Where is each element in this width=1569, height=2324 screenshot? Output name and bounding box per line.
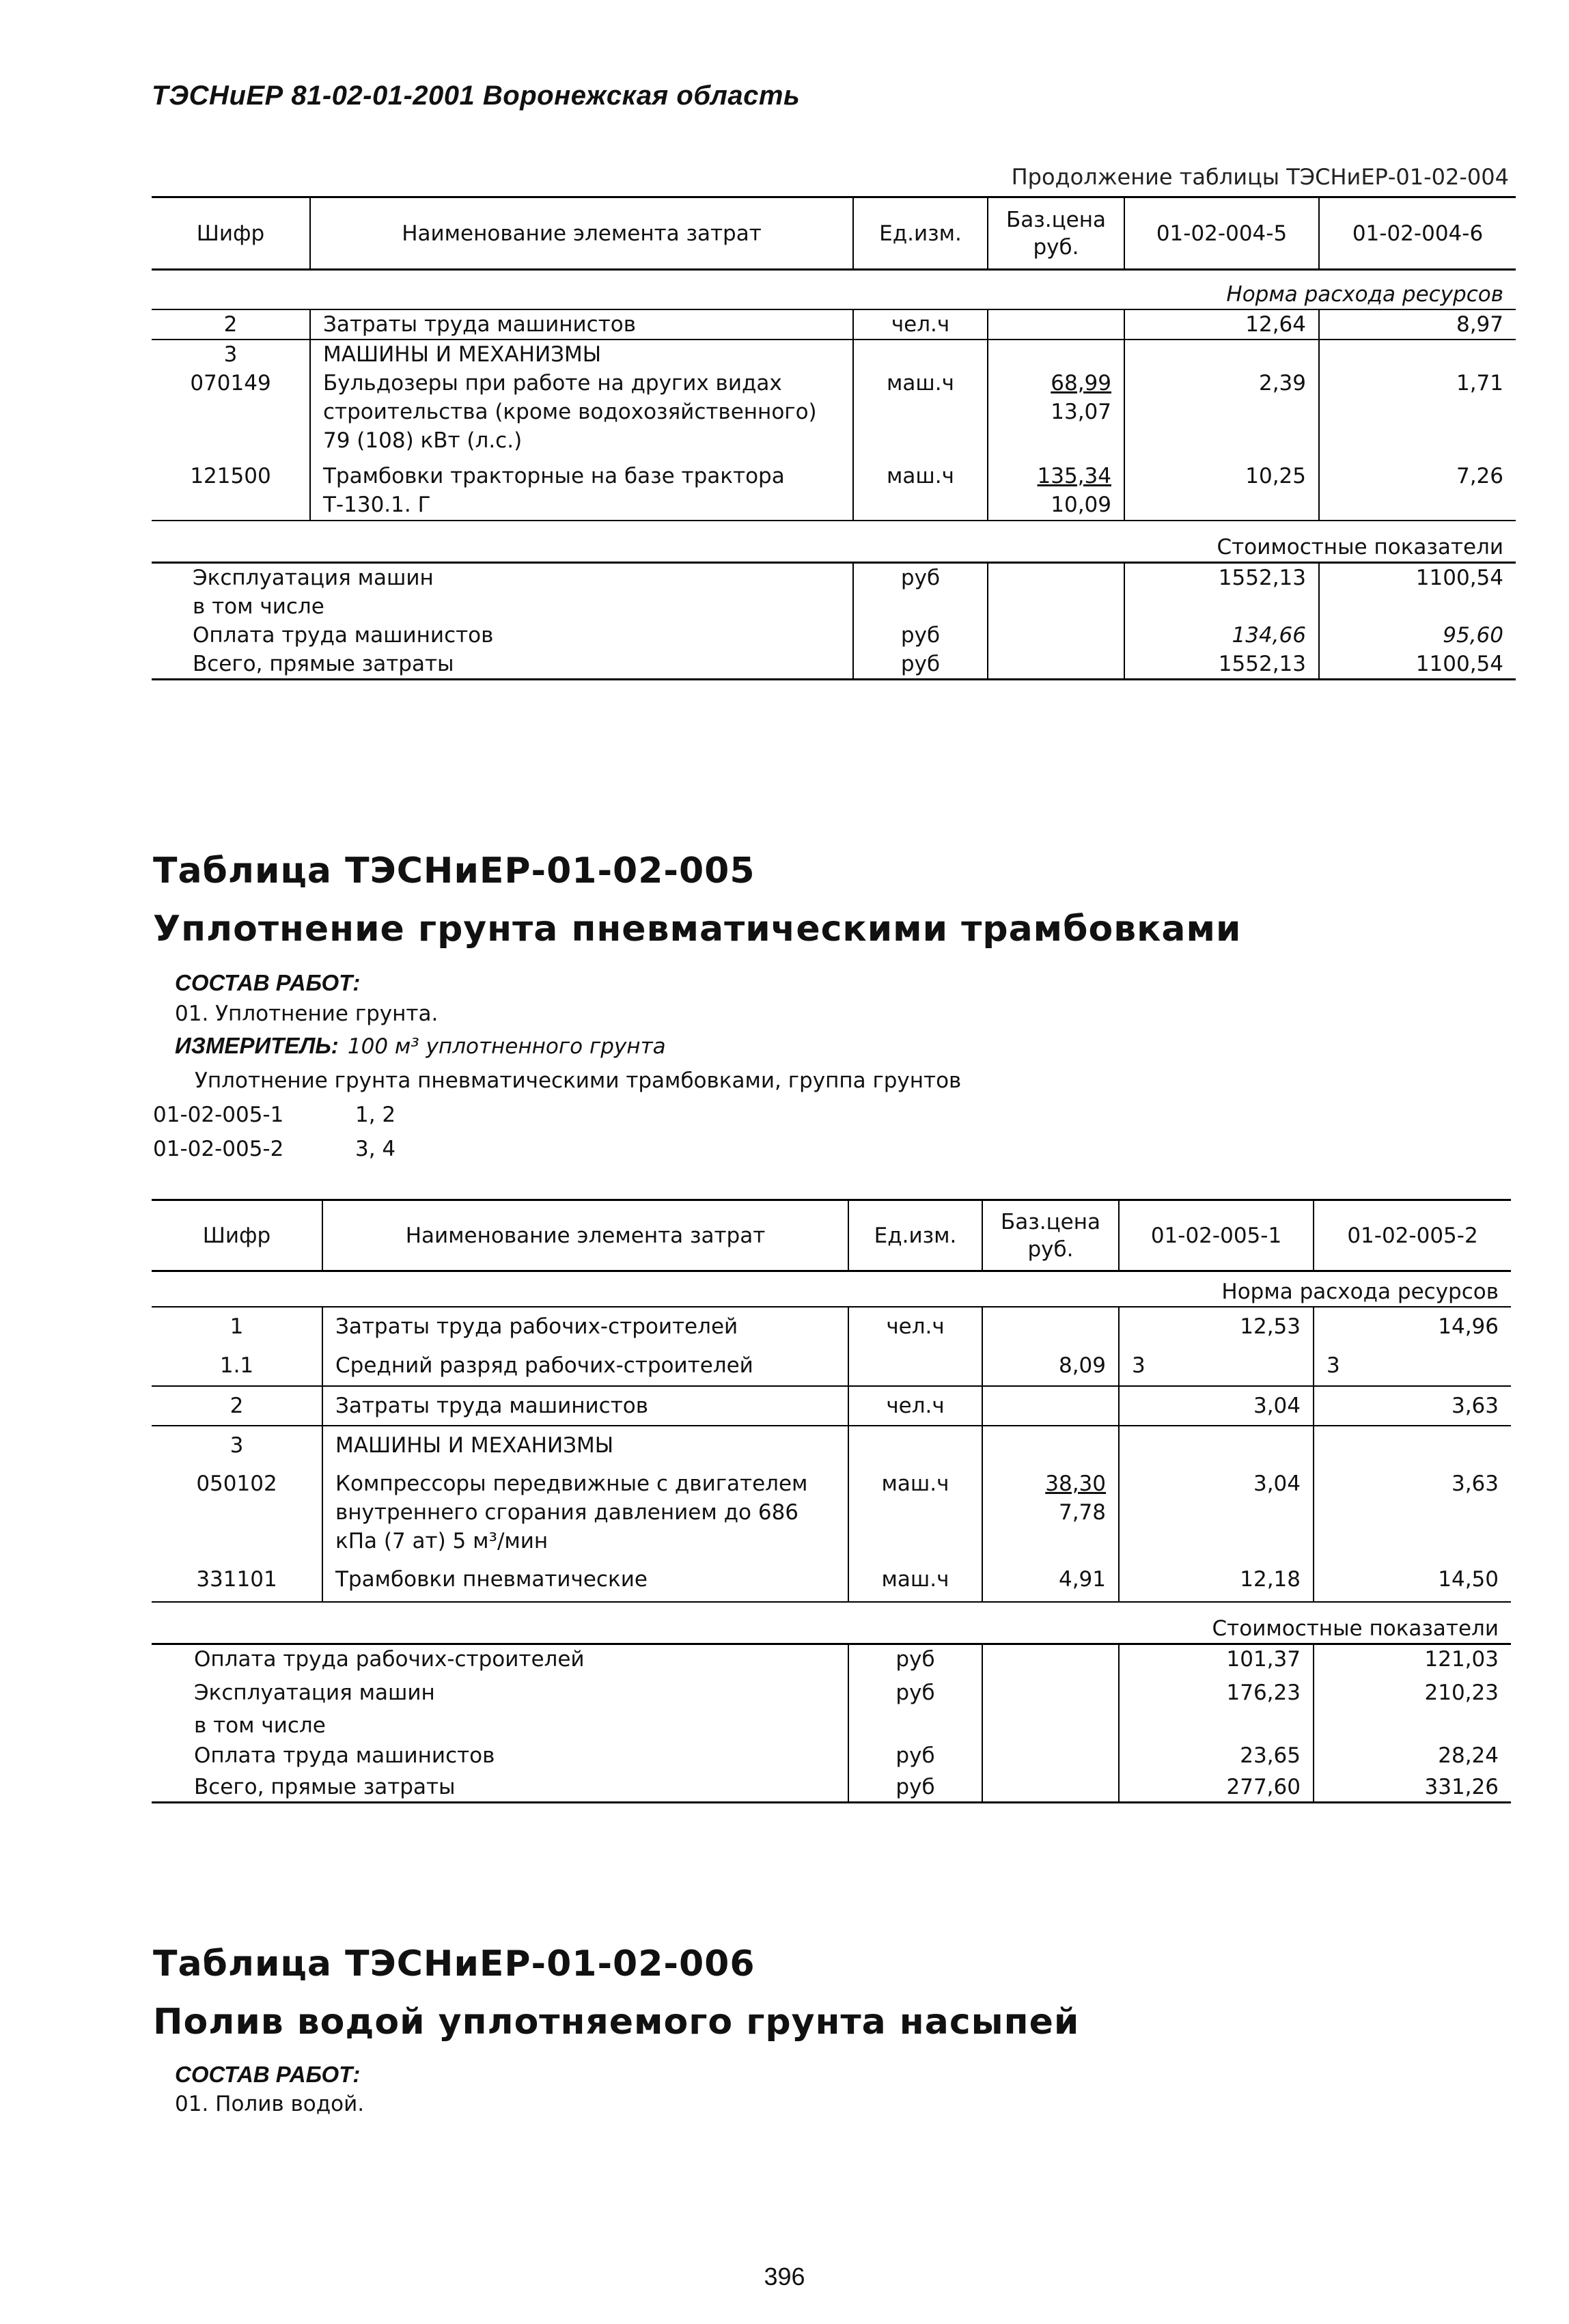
cost-value-1: 101,37 bbox=[1119, 1644, 1314, 1678]
cost-value-1: 277,60 bbox=[1119, 1773, 1314, 1803]
table-subtitle-006: Полив водой уплотняемого грунта насыпей bbox=[153, 2002, 1080, 2043]
row-name: МАШИНЫ И МЕХАНИЗМЫ bbox=[310, 340, 853, 369]
col-header-code: Шифр bbox=[152, 1200, 322, 1271]
cost-row bbox=[152, 592, 1516, 621]
table-header-row bbox=[152, 1200, 1511, 1271]
row-value-1: 3,04 bbox=[1119, 1465, 1314, 1565]
norm-label: Норма расхода ресурсов bbox=[1226, 281, 1503, 307]
row-code: 2 bbox=[152, 309, 310, 340]
col-header-variant-2: 01-02-004-6 bbox=[1319, 197, 1516, 270]
meter-value: 100 м³ уплотненного грунта bbox=[347, 1034, 666, 1059]
page-number: 396 bbox=[764, 2263, 805, 2291]
table-row bbox=[152, 1465, 1511, 1565]
table-row bbox=[152, 369, 1516, 455]
row-value-1: 10,25 bbox=[1124, 455, 1319, 521]
cost-row bbox=[152, 1678, 1511, 1711]
table-continuation-note: Продолжение таблицы ТЭСНиЕР-01-02-004 bbox=[1011, 164, 1509, 190]
row-value-2: 14,50 bbox=[1314, 1565, 1511, 1602]
cost-value-2: 331,26 bbox=[1314, 1773, 1511, 1803]
row-value-2: 3 bbox=[1314, 1346, 1511, 1386]
row-value-1: 12,18 bbox=[1119, 1565, 1314, 1602]
cost-label: Стоимостные показатели bbox=[152, 1602, 1511, 1644]
cost-name: Оплата труда машинистов bbox=[194, 1743, 495, 1768]
variant-code: 01-02-005-2 bbox=[153, 1137, 284, 1161]
row-code: 3 bbox=[152, 340, 310, 369]
cost-value-1: 176,23 bbox=[1119, 1678, 1314, 1711]
row-name: Бульдозеры при работе на других видах строительства (кроме водохозяйственного) 79 (108) кВт (л.с.) bbox=[310, 369, 853, 455]
work-composition-label: СОСТАВ РАБОТ: bbox=[175, 970, 361, 995]
cost-unit: руб bbox=[853, 621, 988, 650]
row-value-1: 2,39 bbox=[1124, 369, 1319, 455]
cost-row bbox=[152, 1741, 1511, 1773]
norm-label-row bbox=[152, 270, 1516, 309]
cost-label-row bbox=[152, 521, 1516, 563]
row-price: 135,34 10,09 bbox=[988, 455, 1124, 521]
row-price: 8,09 bbox=[982, 1346, 1119, 1386]
table-row bbox=[152, 1565, 1511, 1602]
row-unit: маш.ч bbox=[853, 369, 988, 455]
table-subtitle-005: Уплотнение грунта пневматическими трамбовками bbox=[153, 909, 1242, 950]
row-code: 331101 bbox=[196, 1566, 277, 1592]
meter-line bbox=[175, 1033, 666, 1059]
cost-name: Оплата труда машинистов bbox=[193, 623, 494, 648]
row-value-2: 1,71 bbox=[1319, 369, 1516, 455]
table-row bbox=[152, 455, 1516, 521]
row-code: 3 bbox=[152, 1426, 322, 1465]
cost-unit: руб bbox=[853, 563, 988, 593]
table-row bbox=[152, 340, 1516, 369]
cost-row bbox=[152, 650, 1516, 680]
table-row bbox=[152, 309, 1516, 340]
row-value-1: 12,53 bbox=[1119, 1307, 1314, 1346]
row-name: Средний разряд рабочих-строителей bbox=[322, 1346, 848, 1386]
work-composition-label: СОСТАВ РАБОТ: bbox=[175, 2062, 361, 2087]
norm-label-row bbox=[152, 1271, 1511, 1307]
row-code: 2 bbox=[152, 1386, 322, 1426]
variant-value: 1, 2 bbox=[355, 1103, 396, 1127]
cost-value-1: 134,66 bbox=[1124, 621, 1319, 650]
row-value-2: 3,63 bbox=[1314, 1465, 1511, 1565]
cost-unit: руб bbox=[853, 650, 988, 680]
row-unit: маш.ч bbox=[853, 455, 988, 521]
row-value-2: 3,63 bbox=[1314, 1386, 1511, 1426]
cost-name: Всего, прямые затраты bbox=[193, 652, 454, 676]
cost-unit: руб bbox=[848, 1644, 982, 1678]
cost-row bbox=[152, 563, 1516, 593]
row-value-2: 7,26 bbox=[1319, 455, 1516, 521]
col-header-unit: Ед.изм. bbox=[848, 1200, 982, 1271]
col-header-variant-1: 01-02-005-1 bbox=[1119, 1200, 1314, 1271]
cost-value-2: 95,60 bbox=[1319, 621, 1516, 650]
work-item: 01. Полив водой. bbox=[175, 2092, 365, 2116]
cost-value-1: 23,65 bbox=[1119, 1741, 1314, 1773]
col-header-code: Шифр bbox=[152, 197, 310, 270]
meter-label: ИЗМЕРИТЕЛЬ: bbox=[175, 1033, 339, 1058]
row-value-1: 12,64 bbox=[1124, 309, 1319, 340]
cost-unit: руб bbox=[848, 1678, 982, 1711]
cost-label-row bbox=[152, 1602, 1511, 1644]
work-item: 01. Уплотнение грунта. bbox=[175, 1001, 439, 1026]
row-code: 1 bbox=[152, 1307, 322, 1346]
row-price: 68,99 13,07 bbox=[988, 369, 1124, 455]
table-title-005: Таблица ТЭСНиЕР-01-02-005 bbox=[153, 850, 755, 891]
col-header-price: Баз.цена руб. bbox=[988, 197, 1124, 270]
col-header-name: Наименование элемента затрат bbox=[322, 1200, 848, 1271]
variant-code: 01-02-005-1 bbox=[153, 1103, 284, 1127]
cost-name: Оплата труда рабочих-строителей bbox=[152, 1644, 848, 1678]
table-row bbox=[152, 1426, 1511, 1465]
row-name: Трамбовки тракторные на базе трактора Т-130.1. Г bbox=[310, 455, 853, 521]
row-unit: чел.ч bbox=[853, 309, 988, 340]
section-description: Уплотнение грунта пневматическими трамбовками, группа грунтов bbox=[195, 1068, 962, 1093]
cost-value-2: 121,03 bbox=[1314, 1644, 1511, 1678]
cost-row bbox=[152, 621, 1516, 650]
row-value-1: 3,04 bbox=[1119, 1386, 1314, 1426]
row-unit: маш.ч bbox=[848, 1565, 982, 1602]
row-unit: чел.ч bbox=[848, 1307, 982, 1346]
row-code: 050102 bbox=[196, 1471, 277, 1496]
row-name: Компрессоры передвижные с двигателем внутреннего сгорания давлением до 686 кПа (7 ат) 5 м³/мин bbox=[322, 1465, 848, 1565]
row-code: 1.1 bbox=[219, 1353, 254, 1378]
cost-value-2: 28,24 bbox=[1314, 1741, 1511, 1773]
cost-label: Стоимостные показатели bbox=[152, 521, 1516, 563]
cost-name: в том числе bbox=[193, 594, 324, 619]
table-row bbox=[152, 1386, 1511, 1426]
norm-label: Норма расхода ресурсов bbox=[1221, 1279, 1499, 1304]
resource-table-004 bbox=[152, 196, 1516, 680]
row-code: 070149 bbox=[190, 370, 271, 396]
table-header-row bbox=[152, 197, 1516, 270]
col-header-variant-1: 01-02-004-5 bbox=[1124, 197, 1319, 270]
cost-value-1: 1552,13 bbox=[1124, 563, 1319, 593]
cost-row bbox=[152, 1644, 1511, 1678]
cost-value-1: 1552,13 bbox=[1124, 650, 1319, 680]
row-name: Трамбовки пневматические bbox=[322, 1565, 848, 1602]
row-price bbox=[988, 309, 1124, 340]
table-row bbox=[152, 1307, 1511, 1346]
cost-name: Эксплуатация машин bbox=[152, 563, 853, 593]
cost-value-2: 1100,54 bbox=[1319, 563, 1516, 593]
variant-value: 3, 4 bbox=[355, 1137, 396, 1161]
table-row bbox=[152, 1346, 1511, 1386]
cost-name: Всего, прямые затраты bbox=[194, 1774, 456, 1799]
row-unit: маш.ч bbox=[848, 1465, 982, 1565]
cost-row bbox=[152, 1773, 1511, 1803]
col-header-variant-2: 01-02-005-2 bbox=[1314, 1200, 1511, 1271]
row-price bbox=[982, 1307, 1119, 1346]
resource-table-005 bbox=[152, 1199, 1511, 1803]
cost-row bbox=[152, 1711, 1511, 1741]
page-header: ТЭСНиЕР 81-02-01-2001 Воронежская область bbox=[152, 81, 801, 111]
cost-unit: руб bbox=[848, 1741, 982, 1773]
row-code: 121500 bbox=[190, 463, 271, 488]
row-name: Затраты труда рабочих-строителей bbox=[322, 1307, 848, 1346]
col-header-unit: Ед.изм. bbox=[853, 197, 988, 270]
cost-name: в том числе bbox=[194, 1713, 326, 1738]
row-name: Затраты труда машинистов bbox=[322, 1386, 848, 1426]
table-title-006: Таблица ТЭСНиЕР-01-02-006 bbox=[153, 1943, 755, 1984]
col-header-price: Баз.цена руб. bbox=[982, 1200, 1119, 1271]
cost-name: Эксплуатация машин bbox=[194, 1680, 435, 1705]
cost-value-2: 1100,54 bbox=[1319, 650, 1516, 680]
row-price bbox=[982, 1386, 1119, 1426]
row-name: МАШИНЫ И МЕХАНИЗМЫ bbox=[322, 1426, 848, 1465]
row-unit bbox=[848, 1346, 982, 1386]
row-value-2: 8,97 bbox=[1319, 309, 1516, 340]
cost-value-2: 210,23 bbox=[1314, 1678, 1511, 1711]
row-unit: чел.ч bbox=[848, 1386, 982, 1426]
col-header-name: Наименование элемента затрат bbox=[310, 197, 853, 270]
row-value-1: 3 bbox=[1119, 1346, 1314, 1386]
row-value-2: 14,96 bbox=[1314, 1307, 1511, 1346]
row-price: 4,91 bbox=[982, 1565, 1119, 1602]
row-price: 38,30 7,78 bbox=[982, 1465, 1119, 1565]
cost-unit: руб bbox=[848, 1773, 982, 1803]
row-name: Затраты труда машинистов bbox=[310, 309, 853, 340]
